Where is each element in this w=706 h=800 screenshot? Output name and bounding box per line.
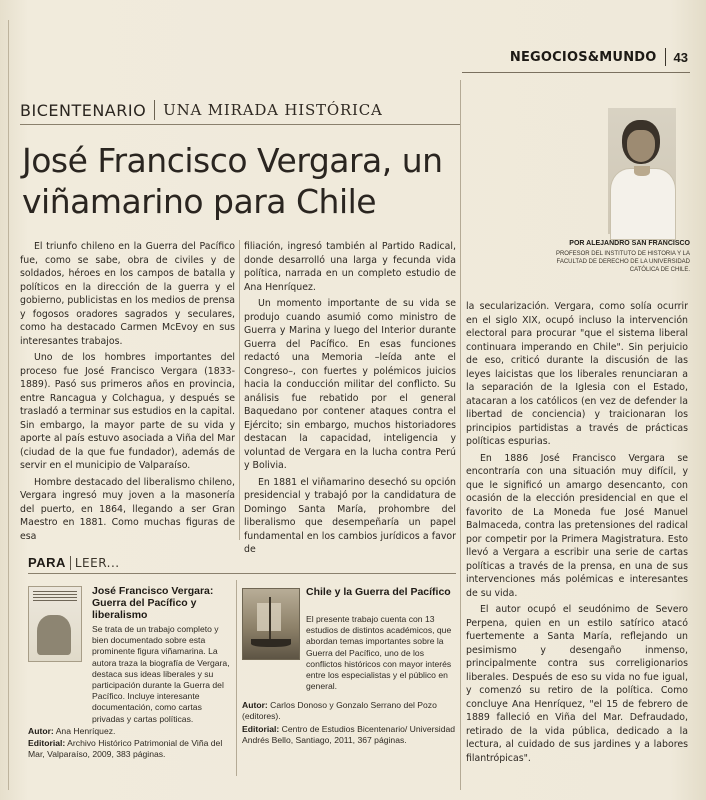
paragraph: El autor ocupó el seudónimo de Severo Perpena, quien en un estilo satírico atacó fuertemente a Santa María, reflejando un pesimismo y desengaño inmenso, principalmente contra sus correligionarios liberales. Después de eso su vida no fue igual, y comenzó su retiro de la política. Como concluye Ana Henríquez, "el 15 de febrero de 1889 falleció en Viña del Mar. Defraudado, retirado de la vida pública, dedicado a la lectura, al cuidado de sus jardines y a labores filantrópicas". [466,604,688,764]
book-1-publisher [28,738,234,760]
book-1-author [28,726,234,737]
book-2-title: Chile y la Guerra del Pacífico [306,586,451,598]
book-cover-mast [269,597,271,643]
book-2-publisher-value: Centro de Estudios Bicentenario/ Universidad Andrés Bello, Santiago, 2011, 367 páginas. [242,724,456,746]
header-rule [462,72,690,73]
paragraph: El triunfo chileno en la Guerra del Pacífico fue, como se sabe, obra de civiles y de soldados, héroes en los campos de batalla y políticos en la dirección de la guerra y el gobierno, publicistas en los medios de prensa y fogosos oradores sagrados y seculares, como ha destacado Carmen McEvoy en sus interesantes trabajos. [20,241,235,347]
article-column-1 [20,240,235,540]
author-byline: POR ALEJANDRO SAN FRANCISCO [569,240,690,247]
book-1-description: Se trata de un trabajo completo y bien documentado sobre esta prominente figura viñamarina. La autora traza la biografía de Vergara, destaca sus ideas liberales y su participación durante la Guerra del Pacífico. Incluye interesante documentación, como cartas privadas y cartas políticas. [92,624,230,724]
kicker-sub: UNA MIRADA HISTÓRICA [163,101,383,119]
paragraph: la secularización. Vergara, como solía ocurrir en el siglo XIX, ocupó incluso la intervención electoral para procurar "que el sistema liberal continuara imperando en Chile". Sin perjuicio de eso, criticó durante la discusión de las leyes laicistas que los liberales renunciaran a la separación de la Iglesia con el Estado, atacaran a los católicos (en vez de defender la libertad de conciencia) y traicionaran los principios partidistas a través de prácticas políticas espurias. [466,301,688,447]
kicker-main: BICENTENARIO [20,100,147,120]
paragraph: Un momento importante de su vida se produjo cuando asumió como ministro de Guerra y Marina y luego del Interior durante Guerra del Pacífico. En esas funciones redactó una Memoria –leída ante el Congreso–, con fuertes y polémicos juicios hacia la conducción militar del conflicto. Su análisis fue rebatido por el general Baquedano por contener ataques contra el Ejército; sin embargo, muchos historiadores destacan la capacidad, inteligencia y voluntad de Vergara en la lucha contra Perú y Bolivia. [244,298,456,471]
paragraph: filiación, ingresó también al Partido Radical, donde desarrolló una larga y fecunda vida política, narrada en un completo estudio de Ana Henríquez. [244,241,456,293]
author-photo [608,108,676,234]
kicker [20,100,383,120]
photo-shirt [610,168,676,240]
book-2-author-value: Carlos Donoso y Gonzalo Serrano del Pozo (editores). [242,700,437,722]
para-leer-header [28,555,120,570]
section-name: NEGOCIOS&MUNDO [509,49,657,65]
photo-neck [634,166,650,176]
book-cover-title-lines [33,591,77,603]
book-1-author-label: Autor: [28,726,54,736]
paragraph: Hombre destacado del liberalismo chileno, Vergara ingresó muy joven a la masonería del puerto, en 1864, llegando a ser Gran Maestro en 1881. Como muchas figuras de esa [20,476,235,542]
book-2-publisher [242,724,456,746]
article-column-2 [244,240,456,555]
book-1-description-overflow [28,680,232,726]
book-cover-2 [242,588,300,660]
photo-face [627,130,655,162]
page-number: 43 [673,49,688,65]
kicker-divider [154,100,155,120]
book-1-title: José Francisco Vergara: Guerra del Pacífico y liberalismo [92,585,214,621]
article-column-3 [466,300,688,790]
book-2-author [242,700,456,722]
book-2-description-a [306,614,456,692]
book-cover-ship [251,639,291,647]
column-rule [239,240,240,540]
section-header [510,48,688,66]
paragraph: En 1881 el viñamarino desechó su opción presidencial y trabajó por la candidatura de Domingo Santa María, prohombre del liberalismo que desempeñaría un papel fundamental en los cambios jurídicos a favor de [244,476,456,555]
para-leer-label: PARA [28,555,66,570]
book-1-publisher-label: Editorial: [28,738,66,748]
author-description: PROFESOR DEL INSTITUTO DE HISTORIA Y LA FACULTAD DE DERECHO DE LA UNIVERSIDAD CATÓLICA DE CHILE. [555,251,690,273]
paragraph: Uno de los hombres importantes del proceso fue José Francisco Vergara (1833-1889). Pasó sus primeros años en provincia, entre Rancagua y Colchagua, y después se trasladó a terminar sus estudios en la capital. Sin embargo, la mayor parte de su vida y aporte al país estuvo asociada a Viña del Mar (ciudad de la que fue fundador), además de servir en el municipio de Valparaíso. [20,352,235,471]
book-2-author-label: Autor: [242,700,268,710]
book-1-author-value: Ana Henríquez. [55,726,116,736]
book-cover-1 [28,586,82,662]
article-title: José Francisco Vergara, un viñamarino para Chile [22,141,443,221]
book-2-description: El presente trabajo cuenta con 13 estudios de distintos académicos, que abordan temas importantes sobre la Guerra del Pacífico, uno de los conflictos históricos con mayor interés entre los especialistas y el público en general. [306,614,452,692]
page-edge-rule [8,20,9,790]
paragraph: En 1886 José Francisco Vergara se encontraría con una situación muy difícil, y que le significó un amargo desencanto, con ocasión de la elección presidencial en que el favorito de La Moneda fue José Manuel Balmaceda, contra las pretensiones del radical por competir por la Primera Magistratura. Esto llevó a Vergara a escribir una serie de cartas políticas a través de la prensa, en una de sus intervenciones más polémicas e interesantes de su vida. [466,452,688,599]
book-2-publisher-label: Editorial: [242,724,280,734]
book-cover-portrait [37,615,71,655]
para-leer-divider [70,556,71,570]
section-divider [665,48,666,66]
book-1-publisher-value: Archivo Histórico Patrimonial de Viña del Mar, Valparaíso, 2009, 383 páginas. [28,738,223,760]
column-rule [460,80,461,790]
kicker-rule [20,124,460,125]
para-leer-sublabel: LEER... [74,555,120,570]
para-leer-separator [236,580,237,776]
para-leer-rule [28,573,456,574]
